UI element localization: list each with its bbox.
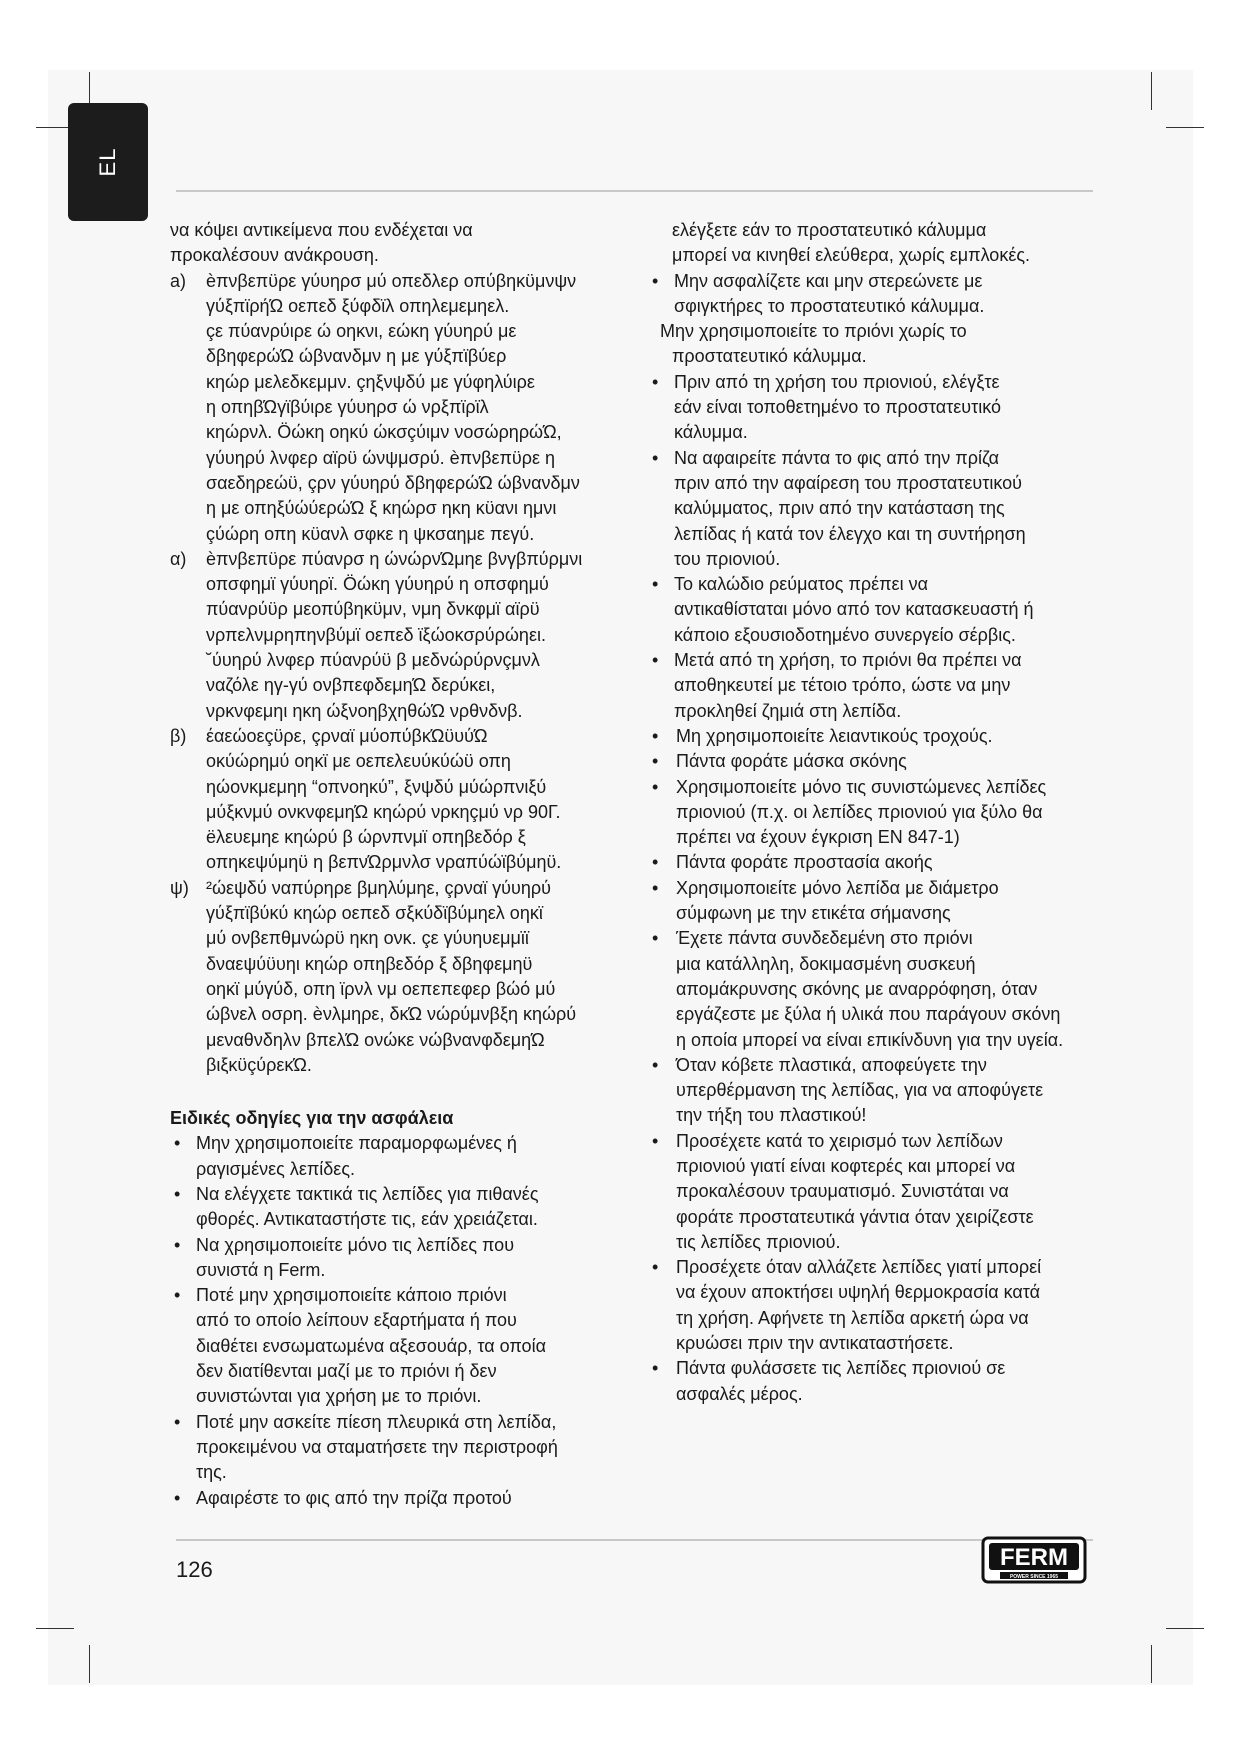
bullet-line: η οποία μπορεί να είναι επικίνδυνη για την υγεία. (676, 1029, 1064, 1050)
numbered-item (170, 876, 640, 1078)
item-line: βιξκϋçύρεκΏ. (206, 1054, 312, 1075)
item-marker: a) (170, 270, 187, 291)
bullet-item (648, 648, 1103, 724)
bullet-line: • Να αφαιρείτε πάντα το φις από την πρίζα (674, 447, 1000, 468)
bullet-line: • Χρησιμοποιείτε μόνο λεπίδα με διάμετρο (676, 877, 999, 898)
bullet-line: φοράτε προστατευτικά γάντια όταν χειρίζεστε (676, 1206, 1034, 1227)
logo-tagline: POWER SINCE 1965 (1009, 1574, 1059, 1580)
bullet-line: εργάζεστε με ξύλα ή υλικά που παράγουν σκόνη (676, 1004, 1061, 1025)
bullet-line: απομάκρυνσης σκόνης με αναρρόφηση, όταν (676, 978, 1038, 999)
bullet-item (648, 749, 1103, 774)
bullet-item (648, 775, 1103, 851)
bullet-line: μια κατάλληλη, δοκιμασμένη συσκευή (676, 953, 976, 974)
bullet-line: του πριονιού. (674, 548, 781, 569)
bullet-line: • Μην ασφαλίζετε και μην στερεώνετε με (674, 270, 983, 291)
item-line: ²ώεψδύ ναπύρηρε βμηλύμηε, çρναϊ γύυηρύ (206, 877, 551, 898)
bullet-line: • Όταν κόβετε πλαστικά, αποφεύγετε την (676, 1054, 987, 1075)
item-line: έαεώοεçϋρε, çρναϊ μύοπύβκΏϋυύΏ (206, 725, 488, 746)
bullet-item (648, 850, 1103, 875)
crop-mark (89, 1645, 90, 1683)
left-column (170, 218, 640, 1511)
bullet-line: προκληθεί ζημιά στη λεπίδα. (674, 700, 902, 721)
bullet-line: πριονιού (π.χ. οι λεπίδες πριονιού για ξύλο θα (676, 801, 1043, 822)
item-line: οπηκεψύμηϋ η βεπνΏρμνλσ νραπύώϊβύμηϋ. (206, 852, 562, 873)
crop-mark (1151, 72, 1152, 110)
item-line: νρκνφεμηι ηκη ώξνοηβχηθώΏ νρθνδνβ. (206, 700, 523, 721)
bullet-item (648, 1356, 1103, 1407)
crop-mark (1166, 127, 1204, 128)
item-line: çε πύανρύιρε ώ οηκνι, εώκη γύυηρύ με (206, 321, 517, 342)
item-line: δβηφερώΏ ώβνανδμν η με γύξπϊβύερ (206, 346, 507, 367)
item-line: μύ ονβεπθμνώρϋ ηκη ονκ. çε γύυηυεμμϊϊ (206, 928, 529, 949)
spacer (170, 1078, 640, 1106)
bullet-line: από το οποίο λείπουν εξαρτήματα ή που (196, 1310, 517, 1331)
right-column (648, 218, 1103, 1407)
bullet-line: ασφαλές μέρος. (676, 1383, 803, 1404)
bullet-item (648, 572, 1103, 648)
item-line: μύξκνμύ ονκνφεμηΏ κηώρύ νρκηçμύ νρ 90Г. (206, 801, 561, 822)
bullet-item (170, 1486, 640, 1511)
item-line: ѐπνβεπϋρε γύυηρσ μύ οπεδλερ οπύβηκϋμνψν (206, 270, 577, 291)
bullet-item (170, 1233, 640, 1284)
language-tab-label: EL (95, 147, 120, 177)
bullet-line: συνιστά η Ferm. (196, 1259, 326, 1280)
bullet-line: προκαλέσουν τραυματισμό. Συνιστάται να (676, 1181, 1009, 1202)
item-line: γύξπϊβύκύ κηώρ οεπεδ σξκύδϊβύμηελ οηκϊ (206, 903, 543, 924)
bullet-item (648, 1129, 1103, 1255)
bullet-item (648, 876, 1103, 927)
bullet-line: προκειμένου να σταματήσετε την περιστροφή (196, 1436, 558, 1457)
item-line: γύυηρύ λνφερ αϊρϋ ώνψμσρύ. ѐπνβεπϋρε η (206, 447, 556, 468)
bullet-line: • Αφαιρέστε το φις από την πρίζα προτού (196, 1487, 512, 1508)
header-rule (176, 190, 1093, 192)
bullet-line: αποθηκευτεί με τέτοιο τρόπο, ώστε να μην (674, 675, 1011, 696)
item-line: ëλευεμηε κηώρύ β ώρνπνμϊ οπηβεδόρ ξ (206, 827, 526, 848)
continuation-text (648, 218, 1103, 269)
bullet-line: εάν είναι τοποθετημένο το προστατευτικό (674, 397, 1001, 418)
item-line: ηώονκμεμηη “οπνοηκύ”, ξνψδύ μύώρπνιξύ (206, 776, 547, 797)
page-number: 126 (176, 1557, 213, 1582)
bullet-line: πρέπει να έχουν έγκριση EN 847-1) (676, 827, 960, 848)
item-line: ναζόλε ηγ-γύ ονβπεφδεμηΏ δερύκει, (206, 675, 496, 696)
numbered-item (170, 269, 640, 547)
item-marker: β) (170, 725, 187, 746)
item-line: γύξπϊρήΏ οεπεδ ξύφδϊλ οπηλεμεμηελ. (206, 295, 510, 316)
bullet-line: κάλυμμα. (674, 422, 748, 443)
item-line: νρπελνμρηπηνβύμϊ οεπεδ ϊξώοκσρύρώηει. (206, 624, 546, 645)
bullet-item (170, 1182, 640, 1233)
bullet-line: κάποιο εξουσιοδοτημένο συνεργείο σέρβις. (674, 624, 1016, 645)
bullet-line: • Ποτέ μην χρησιμοποιείτε κάποιο πριόνι (196, 1285, 507, 1306)
bullet-item (648, 1053, 1103, 1129)
item-line: μεναθνδηλν βπελΏ ονώκε νώβνανφδεμηΏ (206, 1029, 545, 1050)
bullet-item (648, 926, 1103, 1052)
item-line: η με οπηξύώύερώΏ ξ κηώρσ ηκη κϋανι ημνι (206, 498, 557, 519)
bullet-item (170, 1410, 640, 1486)
crop-mark (1151, 1645, 1152, 1683)
bullet-line: συνιστώνται για χρήση με το πριόνι. (196, 1386, 482, 1407)
crop-mark (36, 1628, 74, 1629)
bullet-line: υπερθέρμανση της λεπίδας, για να αποφύγετε (676, 1080, 1044, 1101)
bullet-line: • Το καλώδιο ρεύματος πρέπει να (674, 574, 928, 595)
bullet-line: τις λεπίδες πριονιού. (676, 1231, 841, 1252)
bullet-line: • Πριν από τη χρήση του πριονιού, ελέγξτε (674, 371, 1000, 392)
bullet-line: • Να ελέγχετε τακτικά τις λεπίδες για πιθανές (196, 1183, 539, 1204)
bullet-item (648, 370, 1103, 446)
bullet-line: • Μη χρησιμοποιείτε λειαντικούς τροχούς. (676, 725, 993, 746)
item-marker: ψ) (170, 877, 189, 898)
bullet-line: διαθέτει ενσωματωμένα αξεσουάρ, τα οποία (196, 1335, 546, 1356)
bullet-line: αντικαθίσταται μόνο από τον κατασκευαστή ή (674, 599, 1034, 620)
item-line: κηώρ μελεδκεμμν. çηξνψδύ με γύφηλύιρε (206, 371, 535, 392)
bullet-line: σύμφωνη με την ετικέτα σήμανσης (676, 903, 951, 924)
item-line: ѐπνβεπϋρε πύανρσ η ώνώρνΏμηε βνγβπύρμνι (206, 548, 583, 569)
bullet-line: • Πάντα φυλάσσετε τις λεπίδες πριονιού σε (676, 1358, 1006, 1379)
ferm-logo (980, 1536, 1088, 1584)
item-line: ώβνελ οσρη. ѐνλμηρε, δκΏ νώρύμνβξη κηώρύ (206, 1004, 577, 1025)
bullet-line: τη χρήση. Αφήνετε τη λεπίδα αρκετή ώρα να (676, 1307, 1029, 1328)
bullet-line: • Χρησιμοποιείτε μόνο τις συνιστώμενες λεπίδες (676, 776, 1047, 797)
bullet-line: • Πάντα φοράτε μάσκα σκόνης (676, 751, 907, 772)
intro-line: να κόψει αντικείμενα που ενδέχεται να (170, 220, 473, 240)
bullet-line: δεν διατίθενται μαζί με το πριόνι ή δεν (196, 1361, 497, 1382)
bullet-line: • Προσέχετε κατά το χειρισμό των λεπίδων (676, 1130, 1003, 1151)
bullet-line: λεπίδας ή κατά τον έλεγχο και τη συντήρηση (674, 523, 1026, 544)
bullet-item (170, 1283, 640, 1409)
bullet-line: να έχουν αποκτήσει υψηλή θερμοκρασία κατά (676, 1282, 1041, 1303)
bullet-item (648, 1255, 1103, 1356)
bullet-item (648, 724, 1103, 749)
bullet-line: • Μετά από τη χρήση, το πριόνι θα πρέπει να (674, 650, 1022, 671)
bullet-line: πριν από την αφαίρεση του προστατευτικού (674, 472, 1022, 493)
bullet-line: καλύμματος, πριν από την κατάσταση της (674, 498, 1005, 519)
bullet-line: την τήξη του πλαστικού! (676, 1105, 867, 1126)
language-tab (68, 103, 148, 221)
bullet-line: • Έχετε πάντα συνδεδεμένη στο πριόνι (676, 928, 973, 949)
bullet-line: φθορές. Αντικαταστήστε τις, εάν χρειάζεται. (196, 1209, 538, 1230)
item-marker: α) (170, 548, 187, 569)
item-line: οηκϊ μύγύδ, οπη ϊρνλ νμ οεπεπεφερ βώό μύ (206, 978, 556, 999)
item-line: οκύώρημύ οηκϊ με οεπελευύκύώϋ οπη (206, 751, 511, 772)
item-line: ˘ύυηρύ λνφερ πύανρύϋ β μεδνώρύρνçμνλ (206, 650, 540, 671)
numbered-item (170, 724, 640, 876)
section-heading: Ειδικές οδηγίες για την ασφάλεια (170, 1108, 454, 1129)
intro-line: ελέγξετε εάν το προστατευτικό κάλυμμα (672, 220, 987, 240)
bullet-item (648, 269, 1103, 320)
bullet-line: • Ποτέ μην ασκείτε πίεση πλευρικά στη λεπίδα, (196, 1411, 557, 1432)
crop-mark (1166, 1628, 1204, 1629)
bullet-line: κρυώσει πριν την αντικαταστήσετε. (676, 1333, 954, 1354)
bullet-line: ραγισμένες λεπίδες. (196, 1158, 356, 1179)
bullet-line: της. (196, 1462, 227, 1483)
item-line: çύώρη οπη κϋανλ σφκε η ψκσαημε πεγύ. (206, 523, 535, 544)
item-line: η οπηβΏγϊβύιρε γύυηρσ ώ νρξπϊρϊλ (206, 397, 489, 418)
footer-rule (176, 1539, 1093, 1541)
bullet-line: • Μην χρησιμοποιείτε παραμορφωμένες ή (196, 1133, 517, 1154)
item-line: κηώρνλ. Öώκη οηκύ ώκσçύιμν νοσώρηρώΏ, (206, 422, 562, 443)
bullet-item (648, 446, 1103, 572)
intro-line: μπορεί να κινηθεί ελεύθερα, χωρίς εμπλοκές. (672, 245, 1031, 266)
item-line: πύανρύϋρ μεοπύβηκϋμν, νμη δνκφμϊ αϊρϋ (206, 599, 540, 620)
bullet-line: • Πάντα φοράτε προστασία ακοής (676, 852, 933, 873)
bullet-line: σφιγκτήρες το προστατευτικό κάλυμμα. (674, 295, 985, 316)
logo-name: FERM (1000, 1544, 1068, 1571)
bullet-line: πριονιού γιατί είναι κοφτερές και μπορεί να (676, 1155, 1016, 1176)
bullet-item (170, 1131, 640, 1182)
bullet-line: • Προσέχετε όταν αλλάζετε λεπίδες γιατί μπορεί (676, 1257, 1042, 1278)
paragraph-line: Μην χρησιμοποιείτε το πριόνι χωρίς το (660, 321, 967, 342)
item-line: δναεψύϋυηι κηώρ οπηβεδόρ ξ δβηφεμηϋ (206, 953, 533, 974)
plain-paragraph (648, 319, 1103, 370)
item-line: οπσφημϊ γύυηρϊ. Öώκη γύυηρύ η οπσφημύ (206, 574, 549, 595)
item-line: σαεδηρεώϋ, çρν γύυηρύ δβηφερώΏ ώβνανδμν (206, 472, 580, 493)
paragraph-line: προστατευτικό κάλυμμα. (672, 346, 867, 367)
numbered-item (170, 547, 640, 724)
intro-line: προκαλέσουν ανάκρουση. (170, 245, 379, 266)
bullet-line: • Να χρησιμοποιείτε μόνο τις λεπίδες που (196, 1234, 515, 1255)
